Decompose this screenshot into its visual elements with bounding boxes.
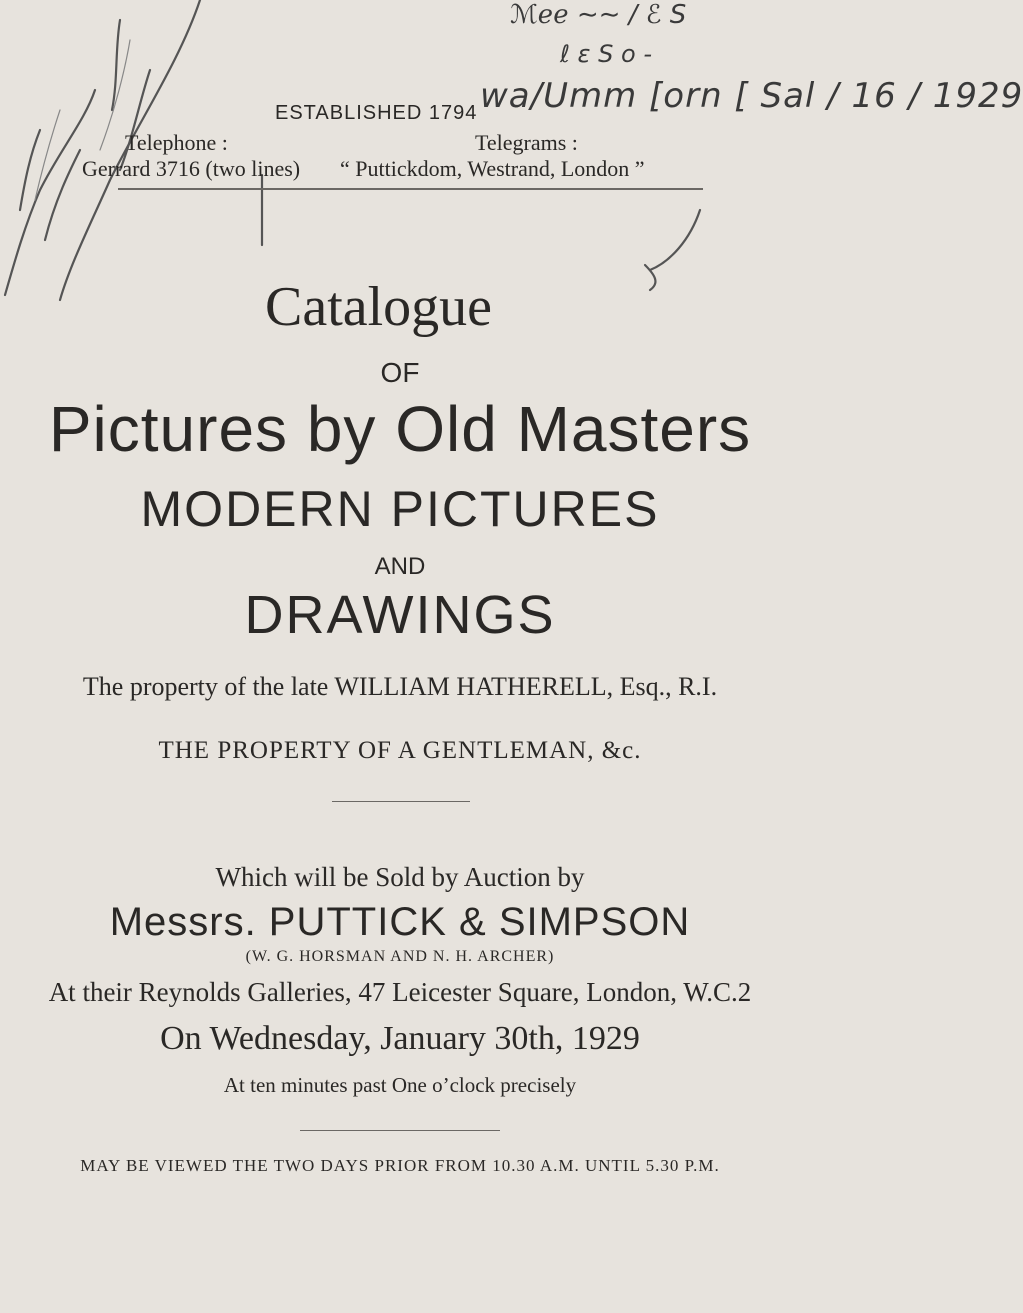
telegrams-value: “ Puttickdom, Westrand, London ” [340, 156, 645, 181]
established-line: ESTABLISHED 1794 [275, 102, 478, 124]
of-word: OF [380, 357, 420, 388]
auctioneer-principals: (W. G. HORSMAN AND N. H. ARCHER) [245, 948, 555, 965]
telephone-label: Telephone : [125, 130, 228, 155]
title-old-masters: Pictures by Old Masters [48, 393, 752, 465]
catalogue-heading: Catalogue [265, 276, 493, 338]
title-drawings: DRAWINGS [244, 585, 556, 645]
handwritten-annotation-main: wa/Umm [orn [ Sal / 16 / 1929 [480, 76, 1023, 116]
property-hatherell: The property of the late WILLIAM HATHERELL, Esq., R.I. [82, 672, 718, 701]
handwritten-annotation-second: ℓ ε S o - [560, 40, 652, 68]
divider-rule-lower [300, 1130, 500, 1131]
viewing-notice: MAY BE VIEWED THE TWO DAYS PRIOR FROM 10.30 A.M. UNTIL 5.30 P.M. [80, 1156, 720, 1175]
title-modern-pictures: MODERN PICTURES [140, 481, 660, 537]
sale-date: On Wednesday, January 30th, 1929 [160, 1020, 640, 1057]
telegrams-label: Telegrams : [475, 130, 578, 155]
sale-location: At their Reynolds Galleries, 47 Leicester Square, London, W.C.2 [48, 977, 752, 1007]
and-word: AND [374, 553, 426, 580]
sale-intro: Which will be Sold by Auction by [215, 862, 585, 892]
sale-time: At ten minutes past One o’clock precisely [223, 1073, 577, 1097]
auctioneer-name: Messrs. PUTTICK & SIMPSON [109, 900, 691, 944]
divider-rule-upper [332, 801, 470, 802]
telephone-value: Gerrard 3716 (two lines) [82, 156, 301, 181]
header-rule [118, 188, 703, 190]
property-gentleman: THE PROPERTY OF A GENTLEMAN, &c. [158, 737, 642, 764]
handwritten-annotation-top: ℳℯℯ ∼∼ / ℰ S [510, 0, 687, 30]
